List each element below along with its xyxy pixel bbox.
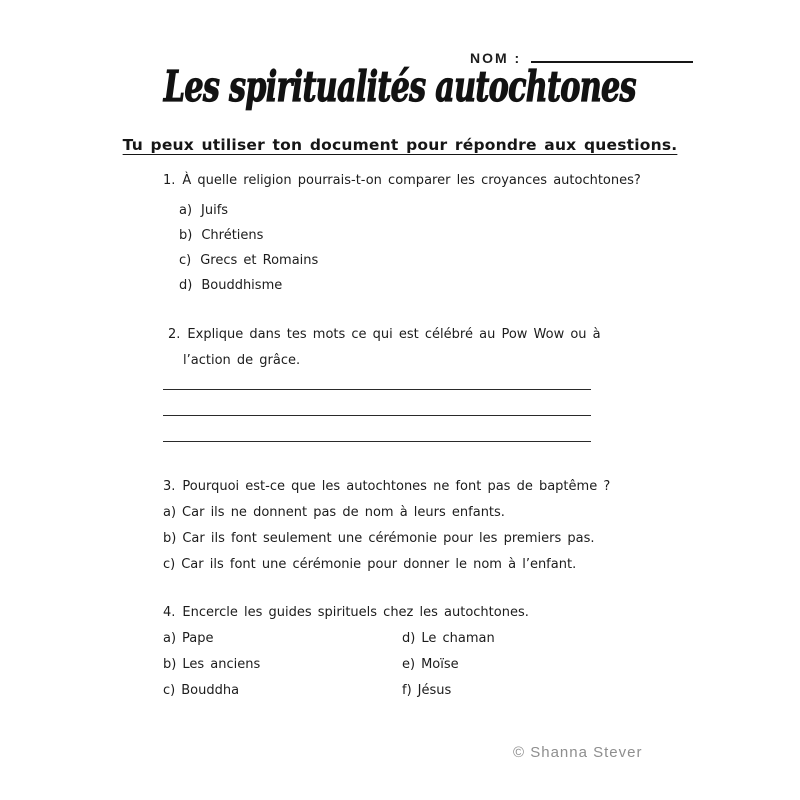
question-1-text [163, 170, 641, 192]
question-number: 2. [168, 327, 181, 342]
page-title-text: Les spiritualités autochtones [163, 62, 637, 111]
option-3c [163, 552, 610, 578]
option-label: Bouddha [181, 683, 240, 698]
option-4e [402, 652, 529, 678]
option-label: Pape [182, 631, 214, 646]
page-title [0, 62, 800, 115]
option-label: Jésus [417, 683, 452, 698]
option-letter: c) [163, 683, 176, 698]
option-letter: d) [402, 631, 416, 646]
option-letter: e) [402, 657, 416, 672]
option-label: Bouddhisme [201, 278, 283, 293]
option-letter: f) [402, 683, 412, 698]
option-4d [402, 626, 529, 652]
question-text: Explique dans tes mots ce qui est célébré au Pow Wow ou à l’action de grâce. [183, 327, 601, 368]
option-1b [179, 223, 641, 248]
question-3 [163, 474, 610, 578]
question-number: 1. [163, 173, 176, 188]
question-4-options [163, 626, 529, 704]
option-letter: b) [163, 657, 177, 672]
option-4b [163, 652, 402, 678]
question-3-options [163, 500, 610, 578]
option-letter: a) [163, 505, 177, 520]
copyright-credit: © Shanna Stever [513, 744, 643, 761]
question-4 [163, 600, 529, 704]
option-3a [163, 500, 610, 526]
option-label: Moïse [421, 657, 459, 672]
question-text: À quelle religion pourrais-t-on comparer les croyances autochtones? [182, 173, 641, 188]
option-label: Car ils ne donnent pas de nom à leurs enfants. [182, 505, 505, 520]
option-4c [163, 678, 402, 704]
option-letter: c) [163, 557, 176, 572]
option-label: Les anciens [182, 657, 261, 672]
option-letter: b) [163, 531, 177, 546]
question-2-answer-area [163, 364, 591, 442]
option-1a [179, 198, 641, 223]
instructions-line: Tu peux utiliser ton document pour répondre aux questions. [122, 136, 678, 154]
option-1c [179, 248, 641, 273]
answer-line[interactable] [163, 364, 591, 390]
name-input-line[interactable] [531, 49, 693, 63]
question-1-options [179, 198, 641, 298]
option-label: Car ils font seulement une cérémonie pour les premiers pas. [182, 531, 595, 546]
option-label: Grecs et Romains [200, 253, 319, 268]
answer-line[interactable] [163, 390, 591, 416]
question-1 [163, 170, 641, 298]
question-text: Encercle les guides spirituels chez les autochtones. [182, 605, 529, 620]
option-label: Car ils font une cérémonie pour donner le nom à l’enfant. [181, 557, 577, 572]
option-letter: a) [179, 203, 193, 218]
question-number: 3. [163, 479, 176, 494]
option-letter: a) [163, 631, 177, 646]
question-3-text [163, 474, 610, 500]
option-letter: d) [179, 278, 193, 293]
option-label: Juifs [201, 203, 229, 218]
option-4f [402, 678, 529, 704]
option-label: Le chaman [421, 631, 495, 646]
question-text: Pourquoi est-ce que les autochtones ne font pas de baptême ? [182, 479, 611, 494]
option-1d [179, 273, 641, 298]
option-3b [163, 526, 610, 552]
option-letter: c) [179, 253, 192, 268]
question-4-text [163, 600, 529, 626]
question-number: 4. [163, 605, 176, 620]
answer-line[interactable] [163, 416, 591, 442]
option-4a [163, 626, 402, 652]
option-letter: b) [179, 228, 193, 243]
option-label: Chrétiens [201, 228, 264, 243]
name-label: NOM : [470, 50, 522, 66]
